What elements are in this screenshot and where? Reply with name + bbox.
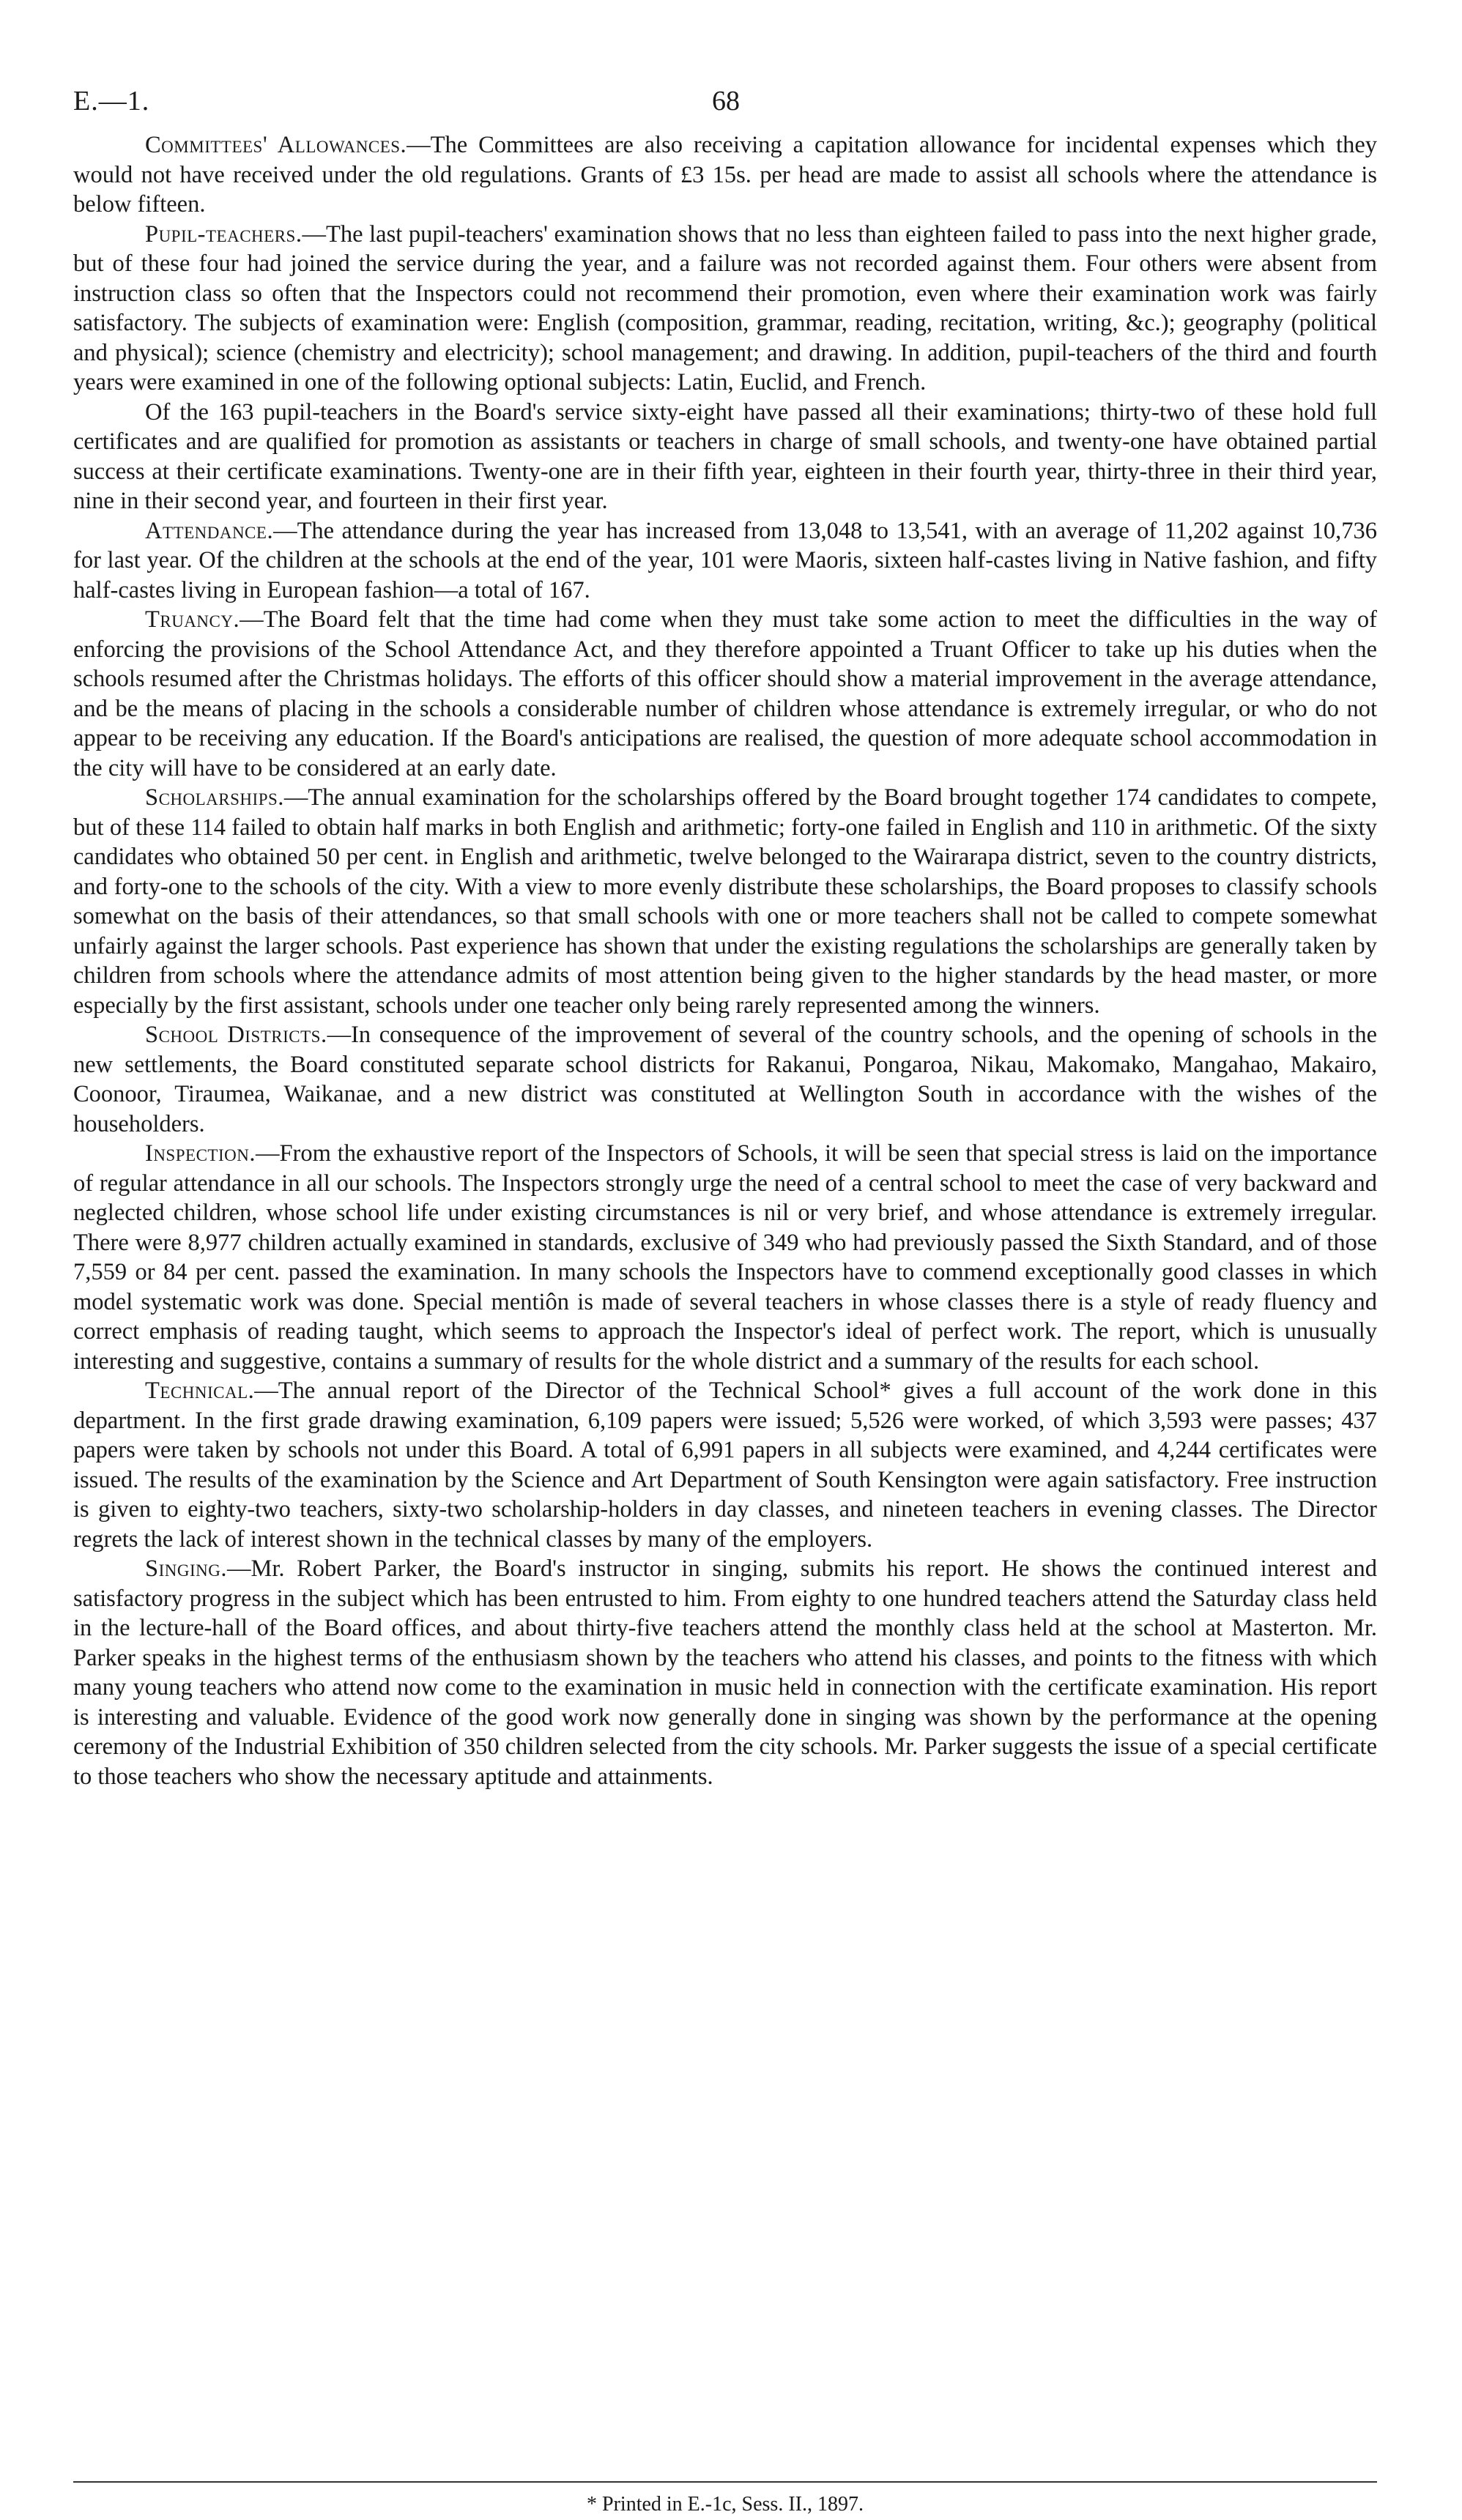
paragraph-text: —In consequence of the improvement of several of the country schools, and the opening of schools in the new settlements, the Board constituted separate school districts for Rakanui, Pongaroa, Nikau, Makomako, Mangahao, Makairo, Coonoor, Tiraumea, Waikanae, and a new district was constituted at Wellington South in accordance with the wishes of the householders. — [73, 1022, 1377, 1137]
section-heading: Committees' Allowances. — [145, 132, 407, 158]
paragraph-text: Of the 163 pupil-teachers in the Board's service sixty-eight have passed all their examinations; thirty-two of these hold full certificates and are qualified for promotion as assistants or teachers in charge of small schools, and twenty-one have obtained partial success at their certificate examinations. Twenty-one are in their fifth year, eighteen in their fourth year, thirty-three in their third year, nine in their second year, and fourteen in their first year. — [73, 398, 1377, 514]
paragraph-school-districts — [73, 1020, 1377, 1139]
paragraph-text: —From the exhaustive report of the Inspectors of Schools, it will be seen that special stress is laid on the importance of regular attendance in all our schools. The Inspectors strongly urge the need of a central school to meet the case of very backward and neglected children, whose school life under existing circumstances is nil or very brief, and whose attendance is extremely irregular. There were 8,977 children actually examined in standards, exclusive of 349 who had previously passed the Sixth Standard, and of those 7,559 or 84 per cent. passed the examination. In many schools the Inspectors have to commend exceptionally good classes in which model systematic work was done. Special mentiôn is made of several teachers in whose classes there is a style of ready fluency and correct emphasis of reading taught, which seems to approach the Inspector's ideal of perfect work. The report, which is unusually interesting and suggestive, contains a summary of results for the whole district and a summary of the results for each school. — [73, 1140, 1377, 1375]
section-heading: Singing. — [145, 1556, 227, 1582]
paragraph-text: —The annual report of the Director of the Technical School* gives a full account of the work done in this department. In the first grade drawing examination, 6,109 papers were issued; 5,526 were worked, of which 3,593 were passes; 437 papers were taken by schools not under this Board. A total of 6,991 papers in all subjects were examined, and 4,244 certificates were issued. The results of the examination by the Science and Art Department of South Kensington were again satisfactory. Free instruction is given to eighty-two teachers, sixty-two scholarship-holders in day classes, and nineteen teachers in evening classes. The Director regrets the lack of interest shown in the technical classes by many of the employers. — [73, 1378, 1377, 1553]
paragraph-technical — [73, 1376, 1377, 1554]
section-heading: Scholarships. — [145, 784, 284, 811]
section-heading: Inspection. — [145, 1140, 256, 1167]
section-heading: Pupil-teachers. — [145, 220, 303, 248]
document-reference: E.—1. — [73, 86, 150, 116]
document-page — [73, 86, 1378, 2516]
paragraph-text: —The annual examination for the scholarships offered by the Board brought together 174 candidates to compete, but of these 114 failed to obtain half marks in both English and arithmetic; forty-one failed in English and 110 in arithmetic. Of the sixty candidates who obtained 50 per cent. in English and arithmetic, twelve belonged to the Wairarapa district, seven to the country districts, and forty-one to the schools of the city. With a view to more evenly distribute these scholarships, the Board proposes to classify schools somewhat on the basis of their attendances, so that small schools with one or more teachers shall not be called to compete somewhat unfairly against the larger schools. Past experience has shown that under the existing regulations the scholarships are generally taken by children from schools where the attendance admits of most attention being given to the higher standards by the head master, or more especially by the first assistant, schools under one teacher only being rarely represented among the winners. — [73, 784, 1377, 1019]
paragraph-truancy — [73, 605, 1377, 783]
section-heading: Truancy. — [145, 606, 240, 633]
paragraph-scholarships — [73, 783, 1377, 1020]
paragraph-singing — [73, 1554, 1377, 1791]
section-heading: Technical. — [145, 1378, 255, 1404]
section-heading: Attendance. — [145, 517, 274, 544]
page-header — [73, 86, 1377, 130]
paragraph-pupil-teachers — [73, 220, 1377, 398]
section-heading: School Districts. — [145, 1022, 327, 1048]
paragraph-text: —The Board felt that the time had come when they must take some action to meet the difficulties in the way of enforcing the provisions of the School Attendance Act, and they therefore appointed a Truant Officer to take up his duties when the schools resumed after the Christmas holidays. The efforts of this officer should show a material improvement in the average attendance, and be the means of placing in the schools a considerable number of children whose attendance is extremely irregular, or who do not appear to be receiving any education. If the Board's anticipations are realised, the question of more adequate school accommodation in the city will have to be considered at an early date. — [73, 606, 1377, 781]
paragraph-text: —The Committees are also receiving a capitation allowance for incidental expenses which they would not have received under the old regulations. Grants of £3 15s. per head are made to assist all schools where the attendance is below fifteen. — [73, 132, 1378, 218]
paragraph-pupil-teacher-results — [73, 398, 1377, 516]
footnote: * Printed in E.-1c, Sess. II., 1897. — [587, 2493, 864, 2516]
paragraph-inspection — [73, 1139, 1377, 1376]
footnote-divider — [73, 2481, 1377, 2483]
paragraph-committees-allowances — [73, 130, 1377, 220]
paragraph-text: —Mr. Robert Parker, the Board's instructor in singing, submits his report. He shows the continued interest and satisfactory progress in the subject which has been entrusted to him. From eighty to one hundred teachers attend the Saturday class held in the lecture-hall of the Board offices, and about thirty-five teachers attend the monthly class held at the school at Masterton. Mr. Parker speaks in the highest terms of the enthusiasm shown by the teachers who attend his classes, and points to the fitness with which many young teachers who attend now come to the examination in music held in connection with the certificate examination. His report is interesting and valuable. Evidence of the good work now generally done in singing was shown by the performance at the opening ceremony of the Industrial Exhibition of 350 children selected from the city schools. Mr. Parker suggests the issue of a special certificate to those teachers who show the necessary aptitude and attainments. — [73, 1556, 1377, 1790]
page-number: 68 — [712, 86, 740, 116]
paragraph-text: —The last pupil-teachers' examination shows that no less than eighteen failed to pass into the next higher grade, but of these four had joined the service during the year, and a failure was not recorded against them. Four others were absent from instruction class so often that the Inspectors could not recommend their promotion, even where their examination work was fairly satisfactory. The subjects of examination were: English (composition, grammar, reading, recitation, writing, &c.); geography (political and physical); science (chemistry and electricity); school management; and drawing. In addition, pupil-teachers of the third and fourth years were examined in one of the following optional subjects: Latin, Euclid, and French. — [73, 220, 1377, 395]
paragraph-attendance — [73, 516, 1377, 606]
paragraph-text: —The attendance during the year has increased from 13,048 to 13,541, with an average of 11,202 against 10,736 for last year. Of the children at the schools at the end of the year, 101 were Maoris, sixteen half-castes living in Native fashion, and fifty half-castes living in European fashion—a total of 167. — [73, 517, 1377, 603]
